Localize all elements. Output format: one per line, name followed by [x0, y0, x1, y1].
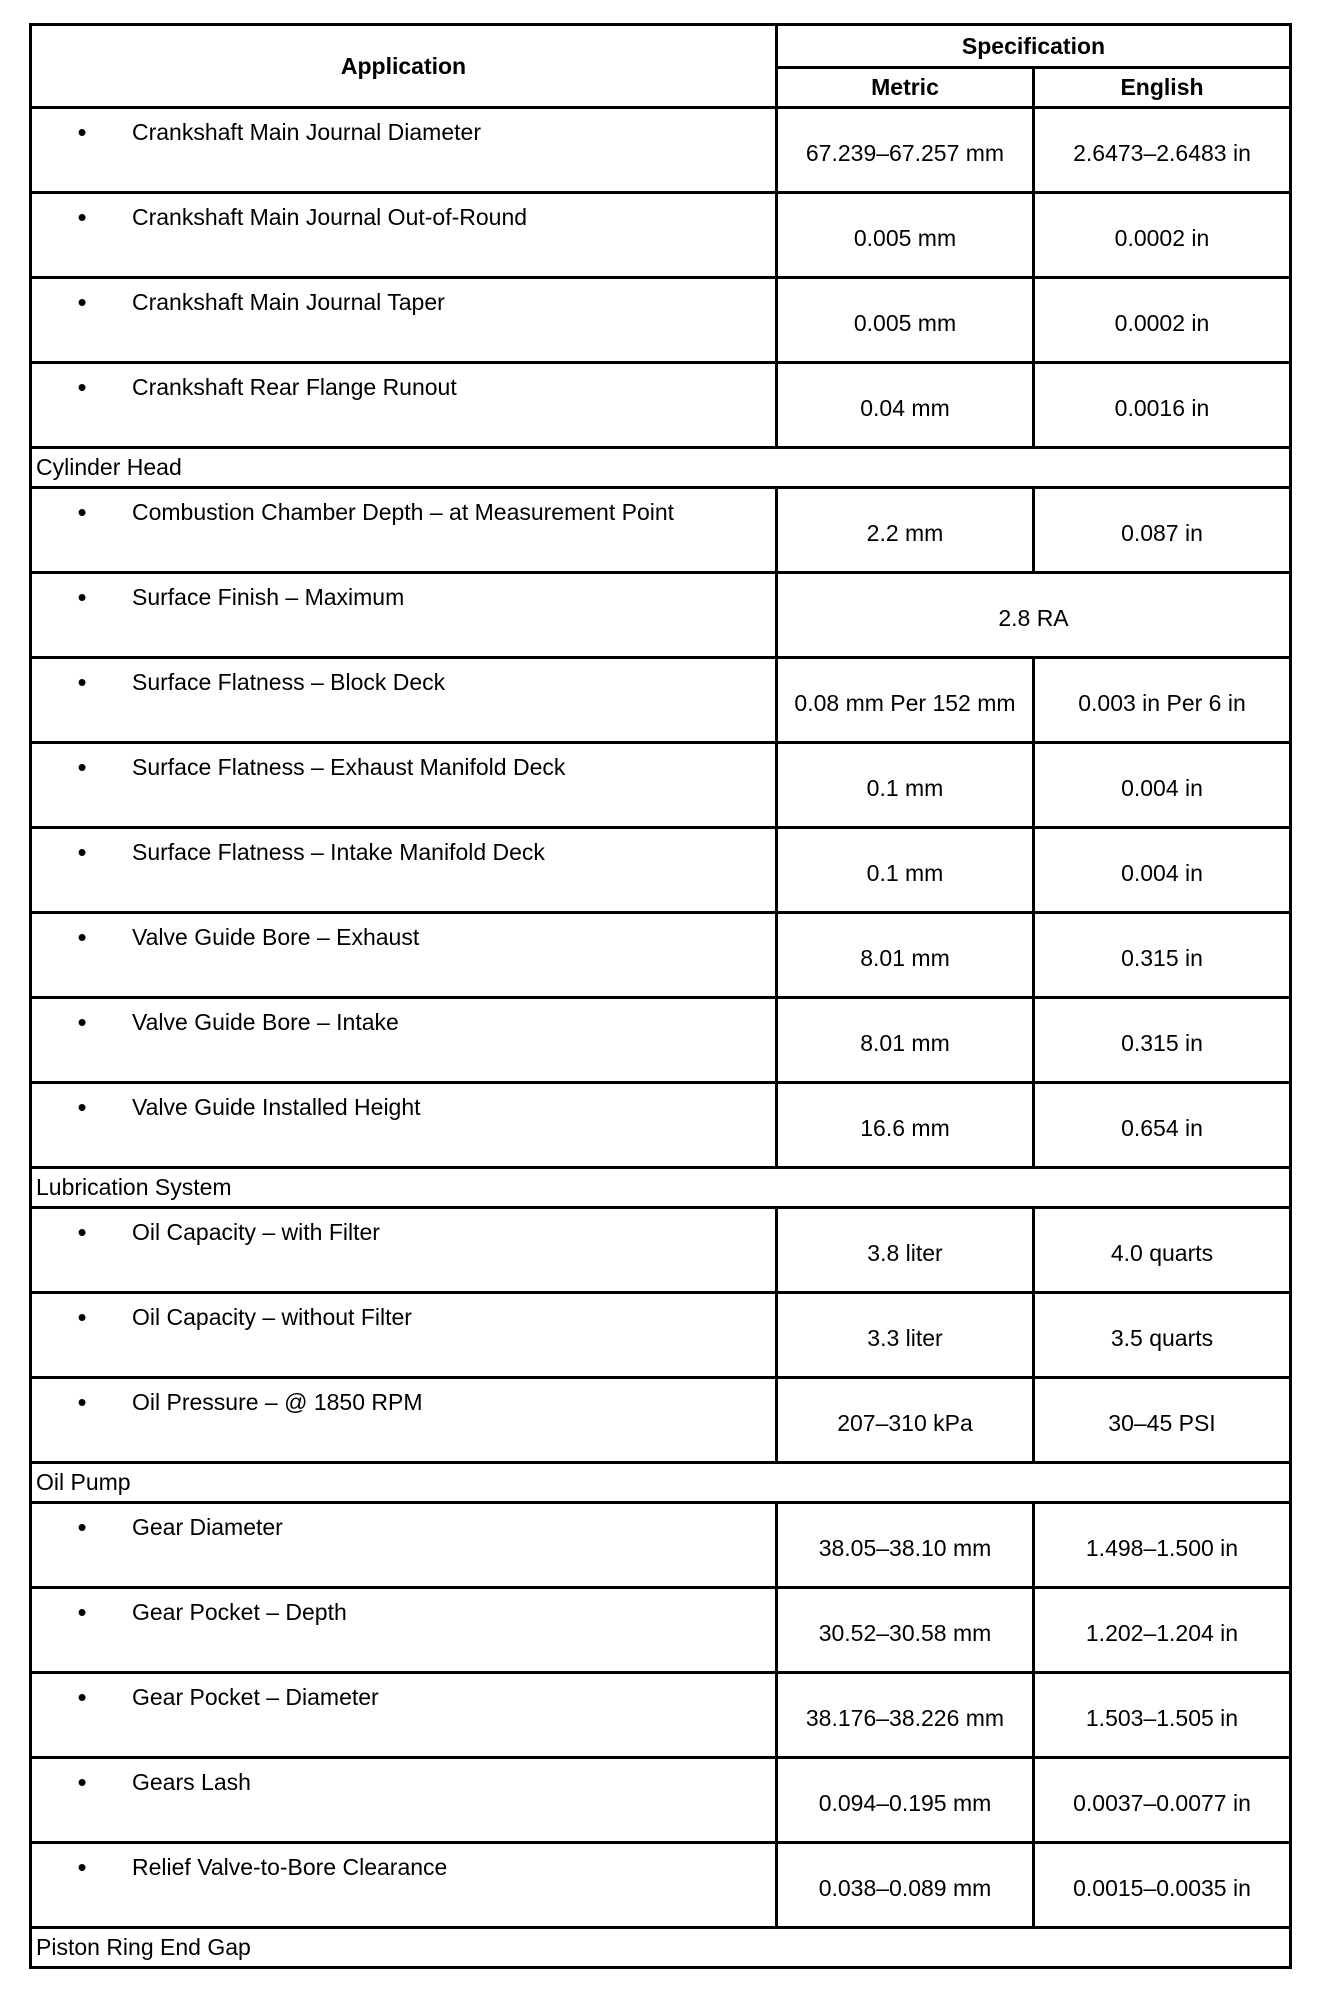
english-value-cell: 0.315 in: [1034, 998, 1291, 1083]
metric-value-cell: 3.8 liter: [777, 1208, 1034, 1293]
application-label: Surface Flatness – Block Deck: [132, 669, 446, 695]
application-label: Surface Flatness – Intake Manifold Deck: [132, 839, 545, 865]
bullet-icon: •: [77, 202, 87, 232]
application-label: Oil Capacity – without Filter: [132, 1304, 412, 1330]
english-value-cell: 0.0002 in: [1034, 278, 1291, 363]
spec-table: [29, 23, 1292, 1969]
english-value-cell: 1.503–1.505 in: [1034, 1673, 1291, 1758]
section-title: Lubrication System: [31, 1168, 1291, 1208]
header-row-1: [31, 25, 1291, 68]
metric-value-cell: 8.01 mm: [777, 998, 1034, 1083]
bullet-icon: •: [77, 117, 87, 147]
english-value-cell: 0.0015–0.0035 in: [1034, 1843, 1291, 1928]
application-label: Gear Diameter: [132, 1514, 283, 1540]
application-cell: [31, 743, 777, 828]
application-label: Crankshaft Rear Flange Runout: [132, 374, 457, 400]
metric-value-cell: 8.01 mm: [777, 913, 1034, 998]
bullet-icon: •: [77, 1092, 87, 1122]
application-cell: [31, 108, 777, 193]
application-cell: [31, 1588, 777, 1673]
metric-value-cell: 0.1 mm: [777, 828, 1034, 913]
section-row: [31, 448, 1291, 488]
application-label: Crankshaft Main Journal Taper: [132, 289, 445, 315]
english-value-cell: 0.0002 in: [1034, 193, 1291, 278]
application-cell: [31, 1673, 777, 1758]
table-row: [31, 1673, 1291, 1758]
table-row: [31, 488, 1291, 573]
bullet-icon: •: [77, 1217, 87, 1247]
metric-value-cell: 2.2 mm: [777, 488, 1034, 573]
section-title: Oil Pump: [31, 1463, 1291, 1503]
application-cell: [31, 1208, 777, 1293]
table-row: [31, 1293, 1291, 1378]
metric-value-cell: 0.005 mm: [777, 278, 1034, 363]
table-row: [31, 1843, 1291, 1928]
table-row: [31, 658, 1291, 743]
bullet-icon: •: [77, 1682, 87, 1712]
english-value-cell: 4.0 quarts: [1034, 1208, 1291, 1293]
english-value-cell: 30–45 PSI: [1034, 1378, 1291, 1463]
application-header: Application: [31, 25, 777, 108]
english-header: English: [1034, 68, 1291, 108]
english-value-cell: 0.654 in: [1034, 1083, 1291, 1168]
table-row: [31, 1083, 1291, 1168]
english-value-cell: 0.003 in Per 6 in: [1034, 658, 1291, 743]
english-value-cell: 3.5 quarts: [1034, 1293, 1291, 1378]
application-label: Oil Pressure – @ 1850 RPM: [132, 1389, 423, 1415]
table-row: [31, 108, 1291, 193]
application-label: Oil Capacity – with Filter: [132, 1219, 380, 1245]
application-cell: [31, 913, 777, 998]
metric-value-cell: 0.08 mm Per 152 mm: [777, 658, 1034, 743]
table-row: [31, 913, 1291, 998]
application-cell: [31, 193, 777, 278]
bullet-icon: •: [77, 1852, 87, 1882]
english-value-cell: 1.498–1.500 in: [1034, 1503, 1291, 1588]
bullet-icon: •: [77, 497, 87, 527]
table-row: [31, 363, 1291, 448]
application-label: Combustion Chamber Depth – at Measurement Point: [132, 499, 675, 525]
metric-value-cell: 0.094–0.195 mm: [777, 1758, 1034, 1843]
application-label: Crankshaft Main Journal Diameter: [132, 119, 481, 145]
application-label: Valve Guide Installed Height: [132, 1094, 421, 1120]
table-row: [31, 278, 1291, 363]
bullet-icon: •: [77, 837, 87, 867]
table-row: [31, 1758, 1291, 1843]
metric-value-cell: 0.038–0.089 mm: [777, 1843, 1034, 1928]
application-label: Surface Finish – Maximum: [132, 584, 405, 610]
metric-value-cell: 30.52–30.58 mm: [777, 1588, 1034, 1673]
english-value-cell: 0.004 in: [1034, 828, 1291, 913]
table-row: [31, 998, 1291, 1083]
bullet-icon: •: [77, 1767, 87, 1797]
application-label: Relief Valve-to-Bore Clearance: [132, 1854, 448, 1880]
english-value-cell: 2.6473–2.6483 in: [1034, 108, 1291, 193]
bullet-icon: •: [77, 1512, 87, 1542]
section-row: [31, 1463, 1291, 1503]
bullet-icon: •: [77, 1007, 87, 1037]
table-row: [31, 1588, 1291, 1673]
metric-value-cell: 0.04 mm: [777, 363, 1034, 448]
english-value-cell: 0.315 in: [1034, 913, 1291, 998]
bullet-icon: •: [77, 922, 87, 952]
application-cell: [31, 363, 777, 448]
application-cell: [31, 1503, 777, 1588]
application-cell: [31, 828, 777, 913]
table-row: [31, 573, 1291, 658]
english-value-cell: 1.202–1.204 in: [1034, 1588, 1291, 1673]
application-cell: [31, 998, 777, 1083]
metric-value-cell: 38.176–38.226 mm: [777, 1673, 1034, 1758]
application-cell: [31, 488, 777, 573]
application-label: Gear Pocket – Depth: [132, 1599, 347, 1625]
bullet-icon: •: [77, 1597, 87, 1627]
combined-value-cell: 2.8 RA: [777, 573, 1291, 658]
table-row: [31, 743, 1291, 828]
application-cell: [31, 1293, 777, 1378]
bullet-icon: •: [77, 752, 87, 782]
bullet-icon: •: [77, 287, 87, 317]
section-row: [31, 1928, 1291, 1968]
metric-value-cell: 67.239–67.257 mm: [777, 108, 1034, 193]
bullet-icon: •: [77, 667, 87, 697]
application-cell: [31, 1378, 777, 1463]
spec-body: [31, 108, 1291, 1968]
application-cell: [31, 573, 777, 658]
application-cell: [31, 278, 777, 363]
application-cell: [31, 1843, 777, 1928]
metric-value-cell: 16.6 mm: [777, 1083, 1034, 1168]
bullet-icon: •: [77, 372, 87, 402]
table-row: [31, 1378, 1291, 1463]
metric-value-cell: 0.1 mm: [777, 743, 1034, 828]
metric-value-cell: 207–310 kPa: [777, 1378, 1034, 1463]
section-row: [31, 1168, 1291, 1208]
english-value-cell: 0.0037–0.0077 in: [1034, 1758, 1291, 1843]
application-label: Surface Flatness – Exhaust Manifold Deck: [132, 754, 566, 780]
section-title: Cylinder Head: [31, 448, 1291, 488]
application-label: Gears Lash: [132, 1769, 251, 1795]
application-label: Valve Guide Bore – Exhaust: [132, 924, 420, 950]
specification-header: Specification: [777, 25, 1291, 68]
application-cell: [31, 1083, 777, 1168]
table-row: [31, 828, 1291, 913]
metric-value-cell: 0.005 mm: [777, 193, 1034, 278]
table-row: [31, 193, 1291, 278]
table-row: [31, 1208, 1291, 1293]
application-cell: [31, 658, 777, 743]
english-value-cell: 0.087 in: [1034, 488, 1291, 573]
bullet-icon: •: [77, 1302, 87, 1332]
bullet-icon: •: [77, 1387, 87, 1417]
section-title: Piston Ring End Gap: [31, 1928, 1291, 1968]
english-value-cell: 0.0016 in: [1034, 363, 1291, 448]
metric-value-cell: 3.3 liter: [777, 1293, 1034, 1378]
bullet-icon: •: [77, 582, 87, 612]
application-label: Crankshaft Main Journal Out-of-Round: [132, 204, 528, 230]
metric-header: Metric: [777, 68, 1034, 108]
application-label: Gear Pocket – Diameter: [132, 1684, 379, 1710]
application-cell: [31, 1758, 777, 1843]
english-value-cell: 0.004 in: [1034, 743, 1291, 828]
metric-value-cell: 38.05–38.10 mm: [777, 1503, 1034, 1588]
application-label: Valve Guide Bore – Intake: [132, 1009, 399, 1035]
table-row: [31, 1503, 1291, 1588]
